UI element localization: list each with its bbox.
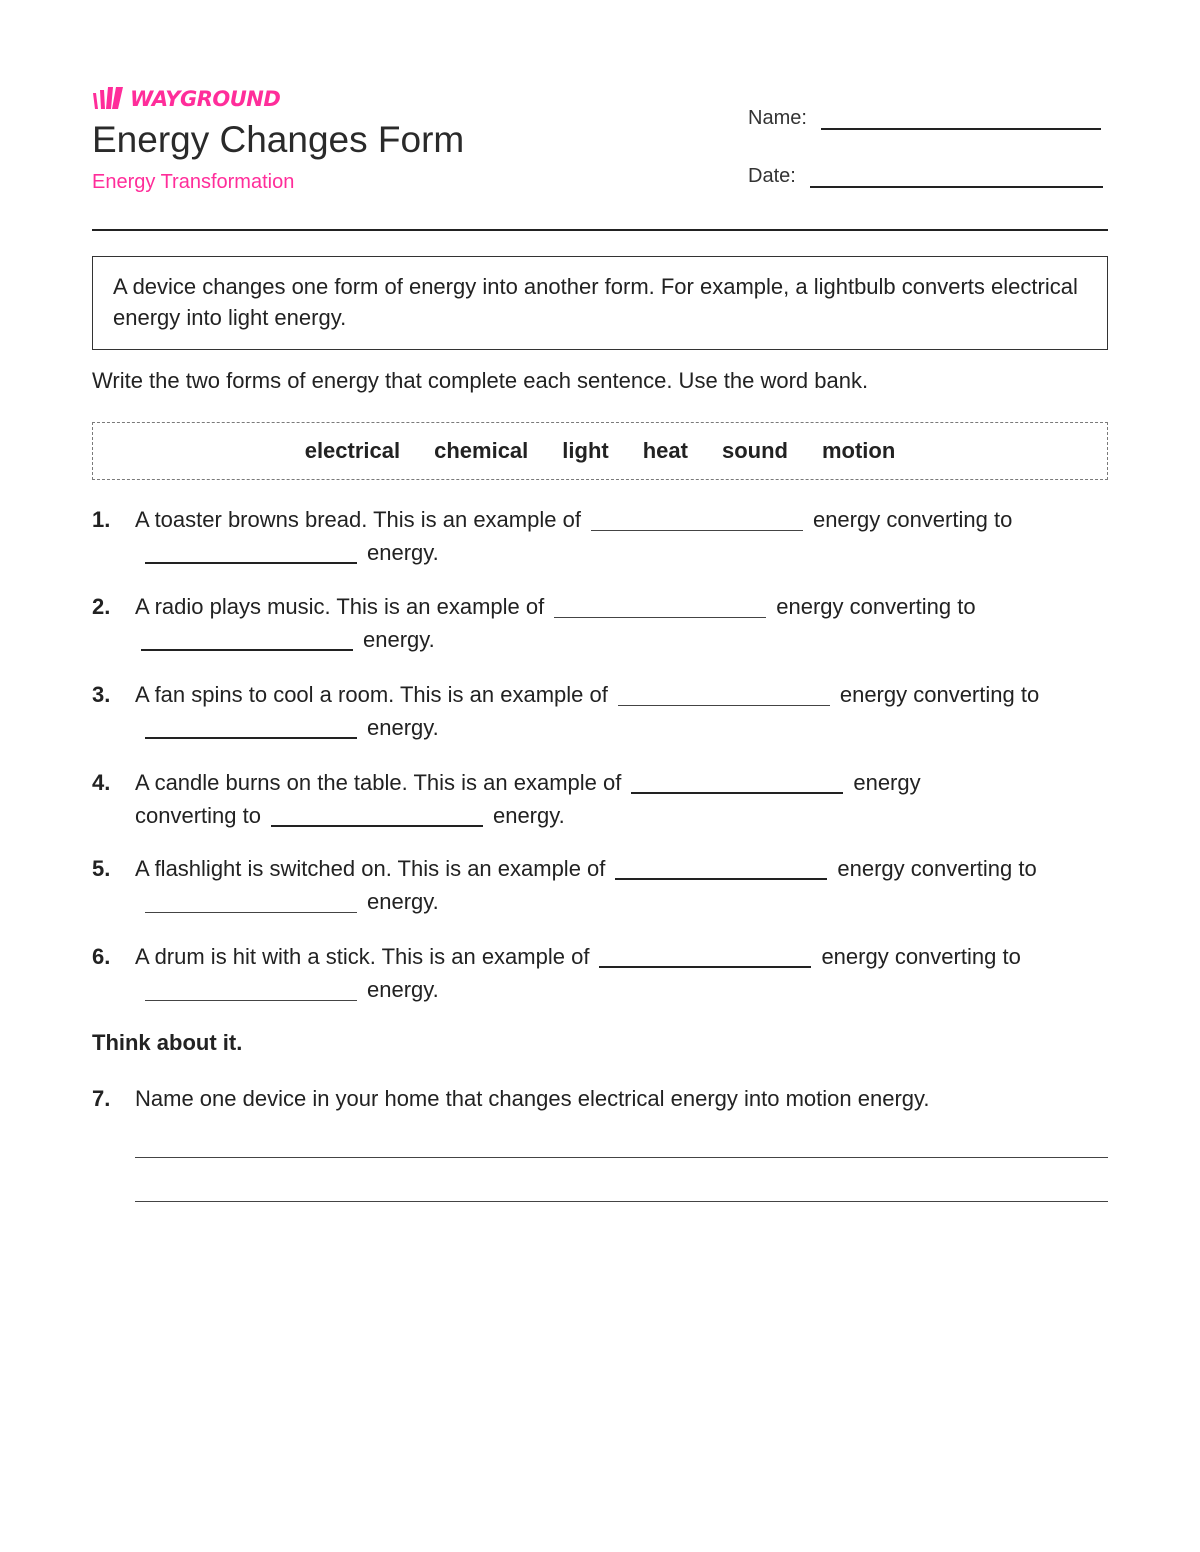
- word-bank-item: motion: [821, 438, 896, 463]
- question-end-text: energy.: [367, 977, 439, 1002]
- answer-blank-4a[interactable]: [631, 770, 843, 794]
- wayground-logo-icon: [92, 87, 124, 111]
- question-number: 1.: [92, 507, 111, 532]
- question-end-prefix: converting to: [135, 803, 261, 828]
- date-label: Date:: [748, 165, 796, 187]
- question-text: A drum is hit with a stick. This is an example of: [135, 944, 590, 969]
- question-number: 7.: [92, 1086, 111, 1111]
- intro-box: [92, 256, 1108, 350]
- answer-blank-6a[interactable]: [599, 944, 811, 968]
- question-text: A fan spins to cool a room. This is an example of: [135, 682, 608, 707]
- question-number: 5.: [92, 856, 111, 881]
- answer-blank-2b[interactable]: [141, 627, 353, 651]
- answer-blank-2a[interactable]: [554, 595, 766, 618]
- name-field: [748, 104, 1101, 130]
- question-end-text: energy.: [492, 803, 565, 828]
- question-body: [135, 590, 1110, 656]
- worksheet-page: [92, 0, 1108, 1552]
- answer-blank-5b[interactable]: [145, 890, 357, 913]
- page-subtitle: Energy Transformation: [92, 171, 295, 193]
- question-middle-text: energy converting: [821, 944, 997, 969]
- question-end-prefix: to: [1020, 682, 1040, 707]
- question-end-text: energy.: [367, 889, 439, 914]
- answer-blank-4b[interactable]: [271, 803, 483, 827]
- question-text: Name one device in your home that changes electrical energy into motion energy.: [135, 1086, 930, 1111]
- question-body: [135, 940, 1110, 1006]
- question-end-prefix: to: [1018, 856, 1037, 881]
- name-label: Name:: [748, 107, 807, 129]
- answer-blank-3b[interactable]: [145, 715, 357, 739]
- answer-line-2[interactable]: [135, 1201, 1108, 1202]
- question-text: A candle burns on the table. This is an example of: [135, 770, 622, 795]
- word-bank: [92, 422, 1108, 480]
- answer-blank-3a[interactable]: [618, 683, 830, 706]
- answer-blank-1a[interactable]: [591, 508, 803, 531]
- question-number: 3.: [92, 682, 111, 707]
- instructions-text: Write the two forms of energy that complete each sentence. Use the word bank.: [92, 368, 869, 393]
- question-end-text: energy.: [367, 715, 439, 740]
- date-field: [748, 162, 1103, 188]
- question-number: 4.: [92, 770, 111, 795]
- question-text: A toaster browns bread. This is an example of: [135, 507, 581, 532]
- word-bank-item: sound: [721, 438, 788, 463]
- date-input-line[interactable]: [810, 162, 1103, 188]
- answer-blank-6b[interactable]: [145, 978, 357, 1001]
- header-divider: [92, 229, 1108, 231]
- question-text: A radio plays music. This is an example of: [135, 594, 545, 619]
- worksheet-header: [92, 84, 1108, 230]
- question-end-prefix: to: [993, 507, 1013, 532]
- question-middle-text: energy converting: [812, 507, 988, 532]
- question-middle-text: energy converting to: [776, 594, 976, 619]
- intro-text: A device changes one form of energy into another form. For example, a lightbulb converts electrical energy into light energy.: [113, 274, 1078, 330]
- word-bank-item: light: [562, 438, 609, 463]
- logo-wordmark: WAYGROUND: [130, 86, 281, 111]
- word-bank-item: chemical: [434, 438, 529, 463]
- brand-logo: [92, 86, 280, 112]
- question-body: [135, 678, 1110, 744]
- question-body: [135, 852, 1110, 918]
- name-input-line[interactable]: [821, 104, 1101, 130]
- question-body: [135, 766, 1110, 832]
- think-heading: Think about it.: [92, 1030, 243, 1055]
- question-text: A flashlight is switched on. This is an example of: [135, 856, 606, 881]
- question-number: 2.: [92, 594, 111, 619]
- answer-line-1[interactable]: [135, 1157, 1108, 1158]
- answer-blank-1b[interactable]: [145, 540, 357, 564]
- question-body: [135, 1082, 1110, 1115]
- question-end-text: energy.: [363, 627, 435, 652]
- answer-blank-5a[interactable]: [615, 856, 827, 880]
- question-middle-text: energy converting: [837, 856, 1013, 881]
- word-bank-item: heat: [642, 438, 688, 463]
- question-middle-text: energy converting: [839, 682, 1015, 707]
- page-title: Energy Changes Form: [92, 119, 465, 160]
- question-number: 6.: [92, 944, 111, 969]
- question-end-prefix: to: [1002, 944, 1021, 969]
- question-end-text: energy.: [367, 540, 439, 565]
- question-middle-text: energy: [853, 770, 921, 795]
- question-body: [135, 503, 1110, 569]
- word-bank-item: electrical: [304, 438, 401, 463]
